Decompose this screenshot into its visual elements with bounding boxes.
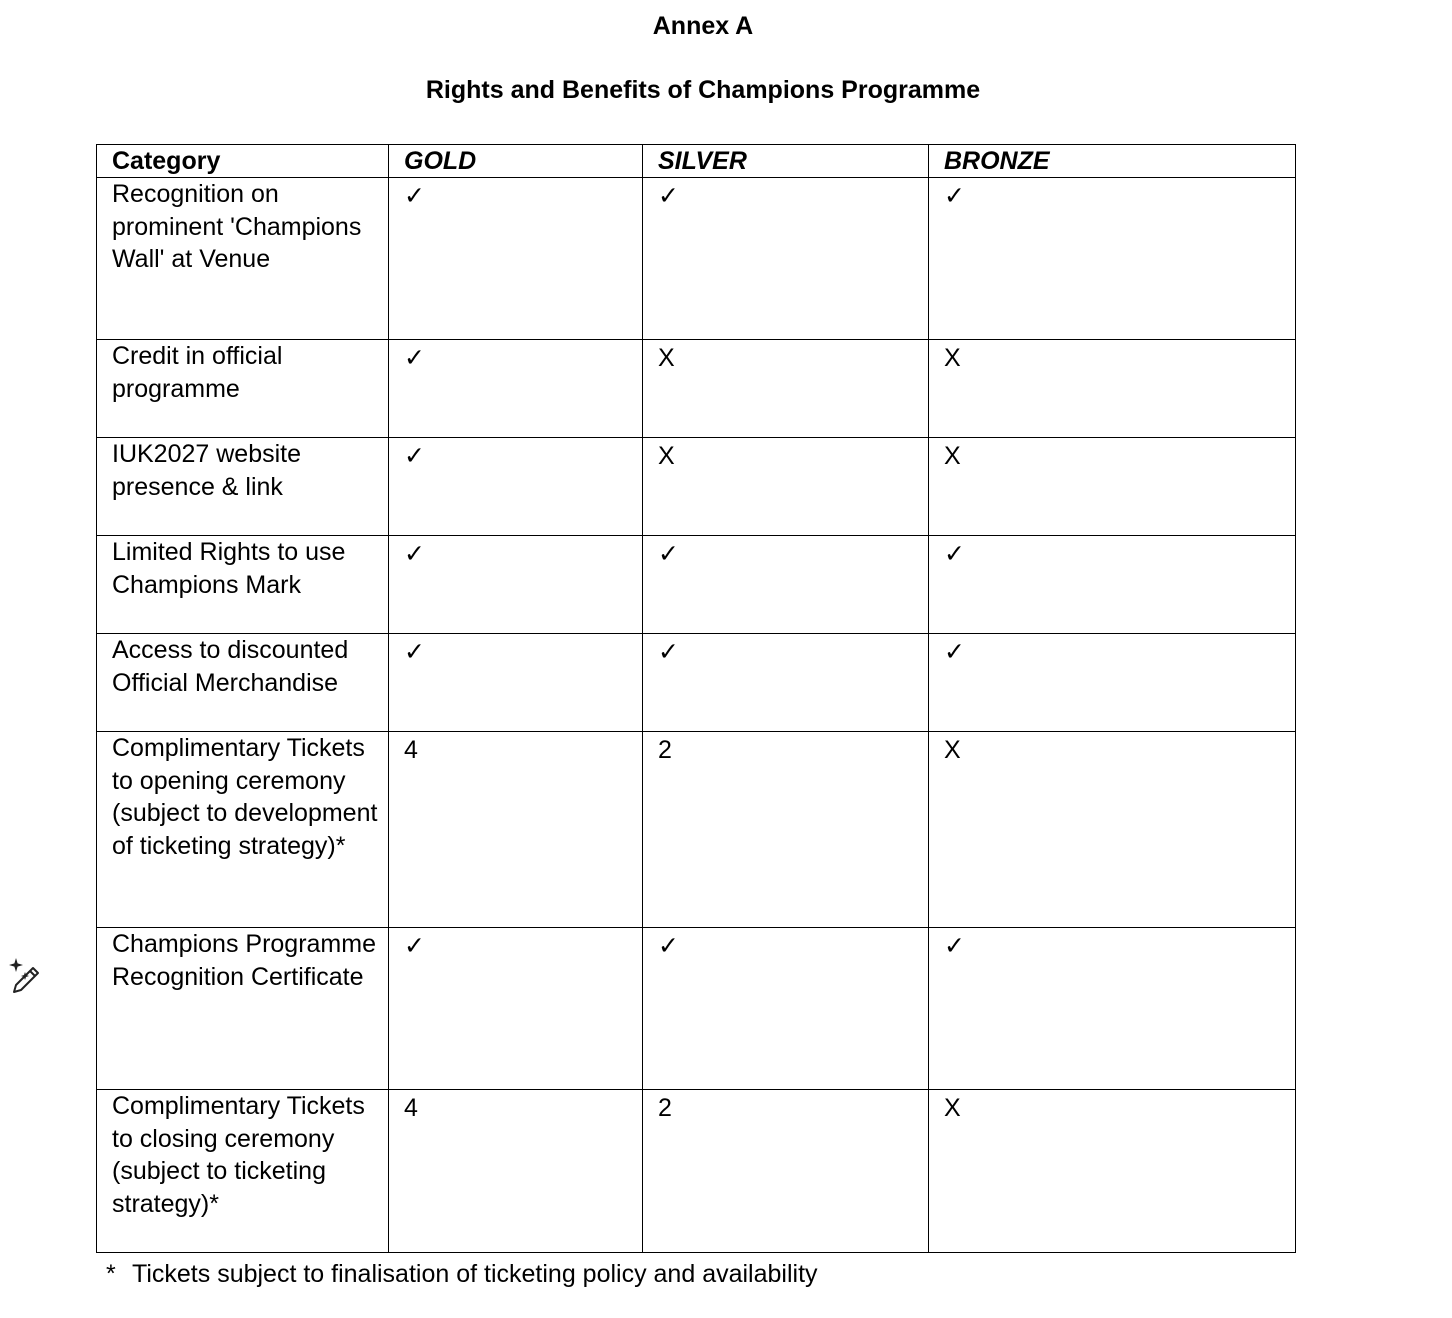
table-row: [97, 732, 1296, 928]
category-cell: Champions Programme Recognition Certificate: [97, 928, 389, 1090]
benefits-table: [96, 144, 1296, 1253]
page-title: Rights and Benefits of Champions Programme: [425, 76, 981, 104]
category-cell: Complimentary Tickets to closing ceremony (subject to ticketing strategy)*: [97, 1090, 389, 1253]
header-silver: SILVER: [643, 145, 929, 178]
bronze-cell: ✓: [929, 178, 1296, 340]
table-row: [97, 438, 1296, 536]
bronze-cell: ✓: [929, 536, 1296, 634]
table-row: [97, 928, 1296, 1090]
silver-cell: ✓: [643, 928, 929, 1090]
silver-cell: 2: [643, 1090, 929, 1253]
bronze-cell: X: [929, 732, 1296, 928]
category-cell: Recognition on prominent 'Champions Wall' at Venue: [97, 178, 389, 340]
silver-cell: ✓: [643, 634, 929, 732]
bronze-cell: X: [929, 438, 1296, 536]
table-row: [97, 634, 1296, 732]
gold-cell: ✓: [389, 178, 643, 340]
category-cell: Complimentary Tickets to opening ceremony (subject to development of ticketing strategy)*: [97, 732, 389, 928]
header-gold: GOLD: [389, 145, 643, 178]
ai-pen-sparkle-icon[interactable]: [6, 956, 44, 996]
table-row: [97, 536, 1296, 634]
bronze-cell: ✓: [929, 634, 1296, 732]
footnote-marker: *: [106, 1260, 116, 1288]
gold-cell: ✓: [389, 340, 643, 438]
category-cell: IUK2027 website presence & link: [97, 438, 389, 536]
bronze-cell: X: [929, 340, 1296, 438]
footnote: [106, 1258, 818, 1290]
category-cell: Access to discounted Official Merchandise: [97, 634, 389, 732]
silver-cell: X: [643, 340, 929, 438]
header-category: Category: [97, 145, 389, 178]
silver-cell: 2: [643, 732, 929, 928]
annex-title: Annex A: [652, 12, 754, 40]
category-cell: Credit in official programme: [97, 340, 389, 438]
category-cell: Limited Rights to use Champions Mark: [97, 536, 389, 634]
table-header-row: [97, 145, 1296, 178]
gold-cell: ✓: [389, 928, 643, 1090]
gold-cell: ✓: [389, 536, 643, 634]
gold-cell: ✓: [389, 438, 643, 536]
table-row: [97, 178, 1296, 340]
gold-cell: 4: [389, 1090, 643, 1253]
silver-cell: X: [643, 438, 929, 536]
silver-cell: ✓: [643, 536, 929, 634]
table-row: [97, 1090, 1296, 1253]
gold-cell: 4: [389, 732, 643, 928]
silver-cell: ✓: [643, 178, 929, 340]
bronze-cell: ✓: [929, 928, 1296, 1090]
gold-cell: ✓: [389, 634, 643, 732]
bronze-cell: X: [929, 1090, 1296, 1253]
table-row: [97, 340, 1296, 438]
footnote-text: Tickets subject to finalisation of ticketing policy and availability: [132, 1260, 818, 1288]
header-bronze: BRONZE: [929, 145, 1296, 178]
